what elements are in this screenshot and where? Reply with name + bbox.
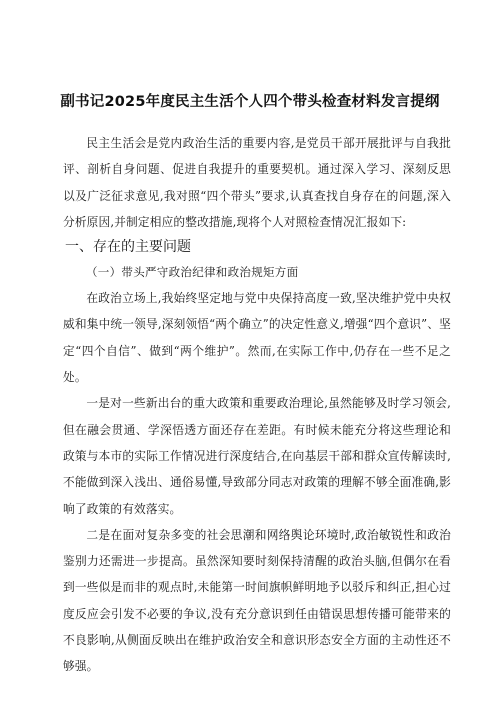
body-paragraph: 二是在面对复杂多变的社会思潮和网络舆论环境时,政治敏锐性和政治鉴别力还需进一步提高。虽然深知要时刻保持清醒的政治头脑,但偶尔在看到一些似是而非的观点时,未能第一时间旗帜鲜明地予以驳斥和纠正,担心过度反应会引发不必要的争议,没有充分意识到任由错误思想传播可能带来的不良影响,从侧面反映出在维护政治安全和意识形态安全方面的主动性还不够强。	[63, 527, 451, 674]
body-paragraph: 在政治立场上,我始终坚定地与党中央保持高度一致,坚决维护党中央权威和集中统一领导,深刻领悟“两个确立”的决定性意义,增强“四个意识”、坚定“四个自信”、做到“两个维护”。然而,在实际工作中,仍存在一些不足之处。	[63, 291, 451, 385]
section-heading: 一、存在的主要问题	[65, 239, 191, 256]
document-title: 副书记2025年度民主生活个人四个带头检查材料发言提纲	[60, 94, 440, 110]
body-paragraph: 一是对一些新出台的重大政策和重要政治理论,虽然能够及时学习领会,但在融会贯通、学深悟透方面还存在差距。有时候未能充分将这些理论和政策与本市的实际工作情况进行深度结合,在向基层干部和群众宣传解读时,不能做到深入浅出、通俗易懂,导致部分同志对政策的理解不够全面准确,影响了政策的有效落实。	[63, 396, 451, 516]
intro-paragraph: 民主生活会是党内政治生活的重要内容,是党员干部开展批评与自我批评、剖析自身问题、促进自我提升的重要契机。通过深入学习、深刻反思以及广泛征求意见,我对照“四个带头”要求,认真查找自身存在的问题,深入分析原因,并制定相应的整改措施,现将个人对照检查情况汇报如下:	[63, 136, 451, 229]
subsection-heading: （一）带头严守政治纪律和政治规矩方面	[86, 265, 299, 280]
document-body	[63, 130, 451, 680]
